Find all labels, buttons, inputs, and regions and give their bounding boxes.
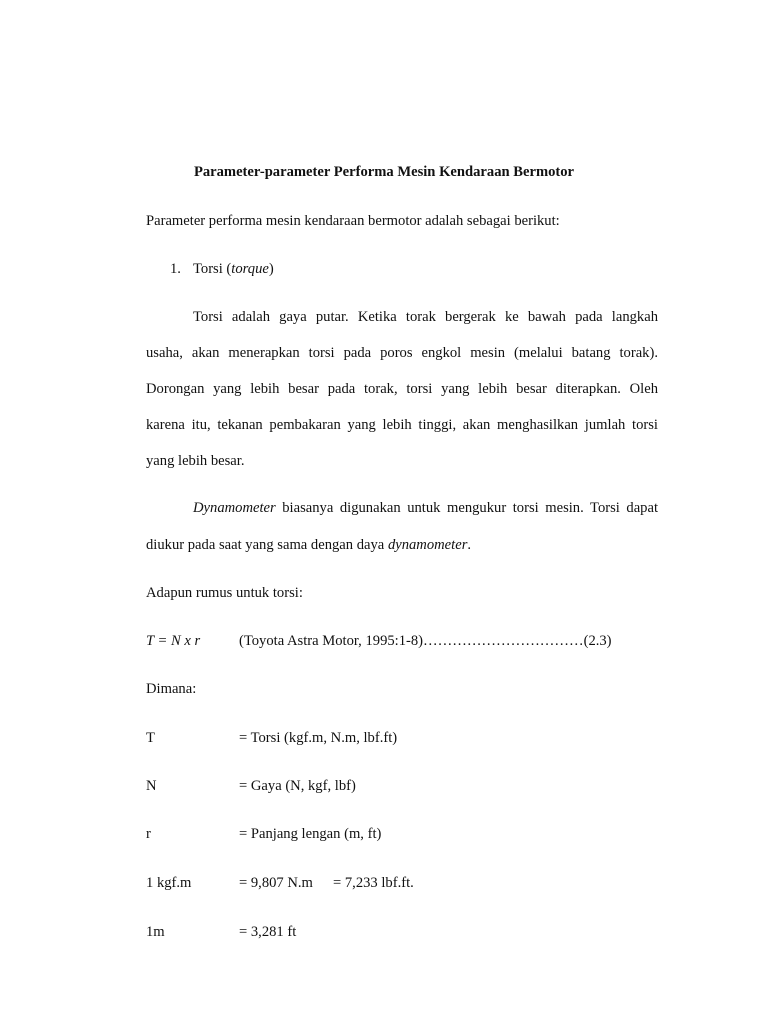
formula-expression [146, 631, 200, 651]
paragraph2-line2 [146, 535, 471, 555]
definition-symbol: 1m [146, 924, 165, 940]
formula-leader: …………………………… [423, 633, 584, 649]
paragraph2-line2-start: diukur pada saat yang sama dengan daya [146, 537, 388, 553]
paragraph1-line1: Torsi adalah gaya putar. Ketika torak bergerak ke bawah pada langkah [193, 309, 658, 325]
definition-meaning: = 3,281 ft [239, 924, 297, 940]
paragraph2-line1-rest: biasanya digunakan untuk mengukur torsi mesin. Torsi dapat [275, 500, 658, 516]
definition-symbol: T [146, 730, 155, 746]
paragraph2-line2-end: . [467, 537, 472, 553]
paragraph1-line2: usaha, akan menerapkan torsi pada poros engkol mesin (melalui batang torak). [146, 345, 658, 361]
definition-symbol: 1 kgf.m [146, 875, 192, 891]
definition-meaning-2: = 7,233 lbf.ft. [333, 875, 414, 891]
list-item-label-end: ) [268, 261, 274, 277]
formula-number: (2.3) [583, 633, 612, 649]
list-item-torsi [193, 259, 274, 279]
dynamometer-term: Dynamometer [193, 500, 276, 516]
definition-symbol: N [146, 778, 157, 794]
formula-intro: Adapun rumus untuk torsi: [146, 585, 303, 601]
document-title: Parameter-parameter Performa Mesin Kendaraan Bermotor [193, 164, 575, 180]
definition-symbol: r [146, 826, 151, 842]
paragraph2-line1 [193, 498, 658, 518]
definition-meaning: = Torsi (kgf.m, N.m, lbf.ft) [239, 730, 398, 746]
intro-text: Parameter performa mesin kendaraan bermotor adalah sebagai berikut: [146, 213, 560, 229]
definition-meaning: = Panjang lengan (m, ft) [239, 826, 382, 842]
list-item-label-italic: torque [231, 261, 269, 277]
paragraph1-line5: yang lebih besar. [146, 453, 245, 469]
paragraph1-line3: Dorongan yang lebih besar pada torak, torsi yang lebih besar diterapkan. Oleh [146, 381, 658, 397]
formula-source [239, 631, 612, 651]
definition-meaning: = Gaya (N, kgf, lbf) [239, 778, 356, 794]
paragraph1-line4: karena itu, tekanan pembakaran yang lebih tinggi, akan menghasilkan jumlah torsi [146, 417, 658, 433]
where-label: Dimana: [146, 681, 197, 697]
dynamometer-term-2: dynamometer [387, 537, 468, 553]
definition-meaning: = 9,807 N.m [239, 875, 313, 891]
formula-source-text: (Toyota Astra Motor, 1995:1-8) [239, 633, 424, 649]
list-item-label: Torsi ( [193, 261, 232, 277]
formula-expression-text: T = N x r [146, 633, 201, 649]
list-item-number: 1. [170, 261, 181, 277]
